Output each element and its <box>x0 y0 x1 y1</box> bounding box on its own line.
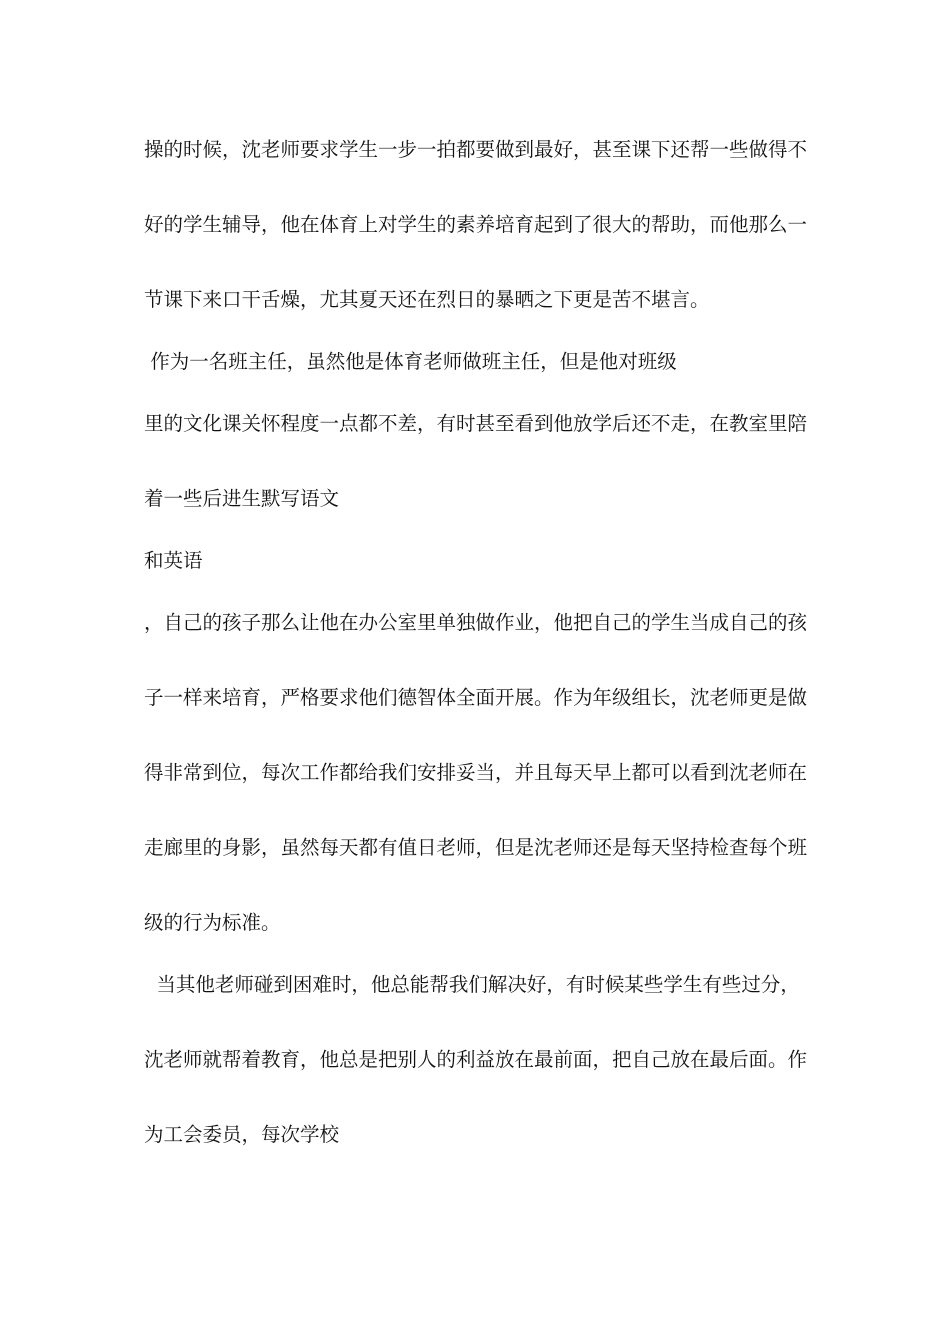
text-line: 为工会委员，每次学校 <box>144 1123 340 1146</box>
text-line: 和英语 <box>144 549 203 572</box>
text-line: 节课下来口干舌燥，尤其夏天还在烈日的暴晒之下更是苦不堪言。 <box>144 288 710 311</box>
text-line: 级的行为标准。 <box>144 911 281 934</box>
text-line: 操的时候，沈老师要求学生一步一拍都要做到最好，甚至课下还帮一些做得不 <box>144 138 808 161</box>
text-line: 得非常到位，每次工作都给我们安排妥当，并且每天早上都可以看到沈老师在 <box>144 761 808 784</box>
text-line: 作为一名班主任，虽然他是体育老师做班主任，但是他对班级 <box>144 350 677 373</box>
text-line: 走廊里的身影，虽然每天都有值日老师，但是沈老师还是每天坚持检查每个班 <box>144 836 808 859</box>
text-line: 子一样来培育，严格要求他们德智体全面开展。作为年级组长，沈老师更是做 <box>144 686 808 709</box>
text-line: 好的学生辅导，他在体育上对学生的素养培育起到了很大的帮助，而他那么一 <box>144 213 808 236</box>
text-line: 着一些后进生默写语文 <box>144 487 340 510</box>
text-line: 沈老师就帮着教育，他总是把别人的利益放在最前面，把自己放在最后面。作 <box>144 1048 808 1071</box>
text-line: 里的文化课关怀程度一点都不差，有时甚至看到他放学后还不走，在教室里陪 <box>144 412 808 435</box>
text-line: 当其他老师碰到困难时，他总能帮我们解决好，有时候某些学生有些过分， <box>144 973 800 996</box>
text-line: ，自己的孩子那么让他在办公室里单独做作业，他把自己的学生当成自己的孩 <box>144 611 808 634</box>
